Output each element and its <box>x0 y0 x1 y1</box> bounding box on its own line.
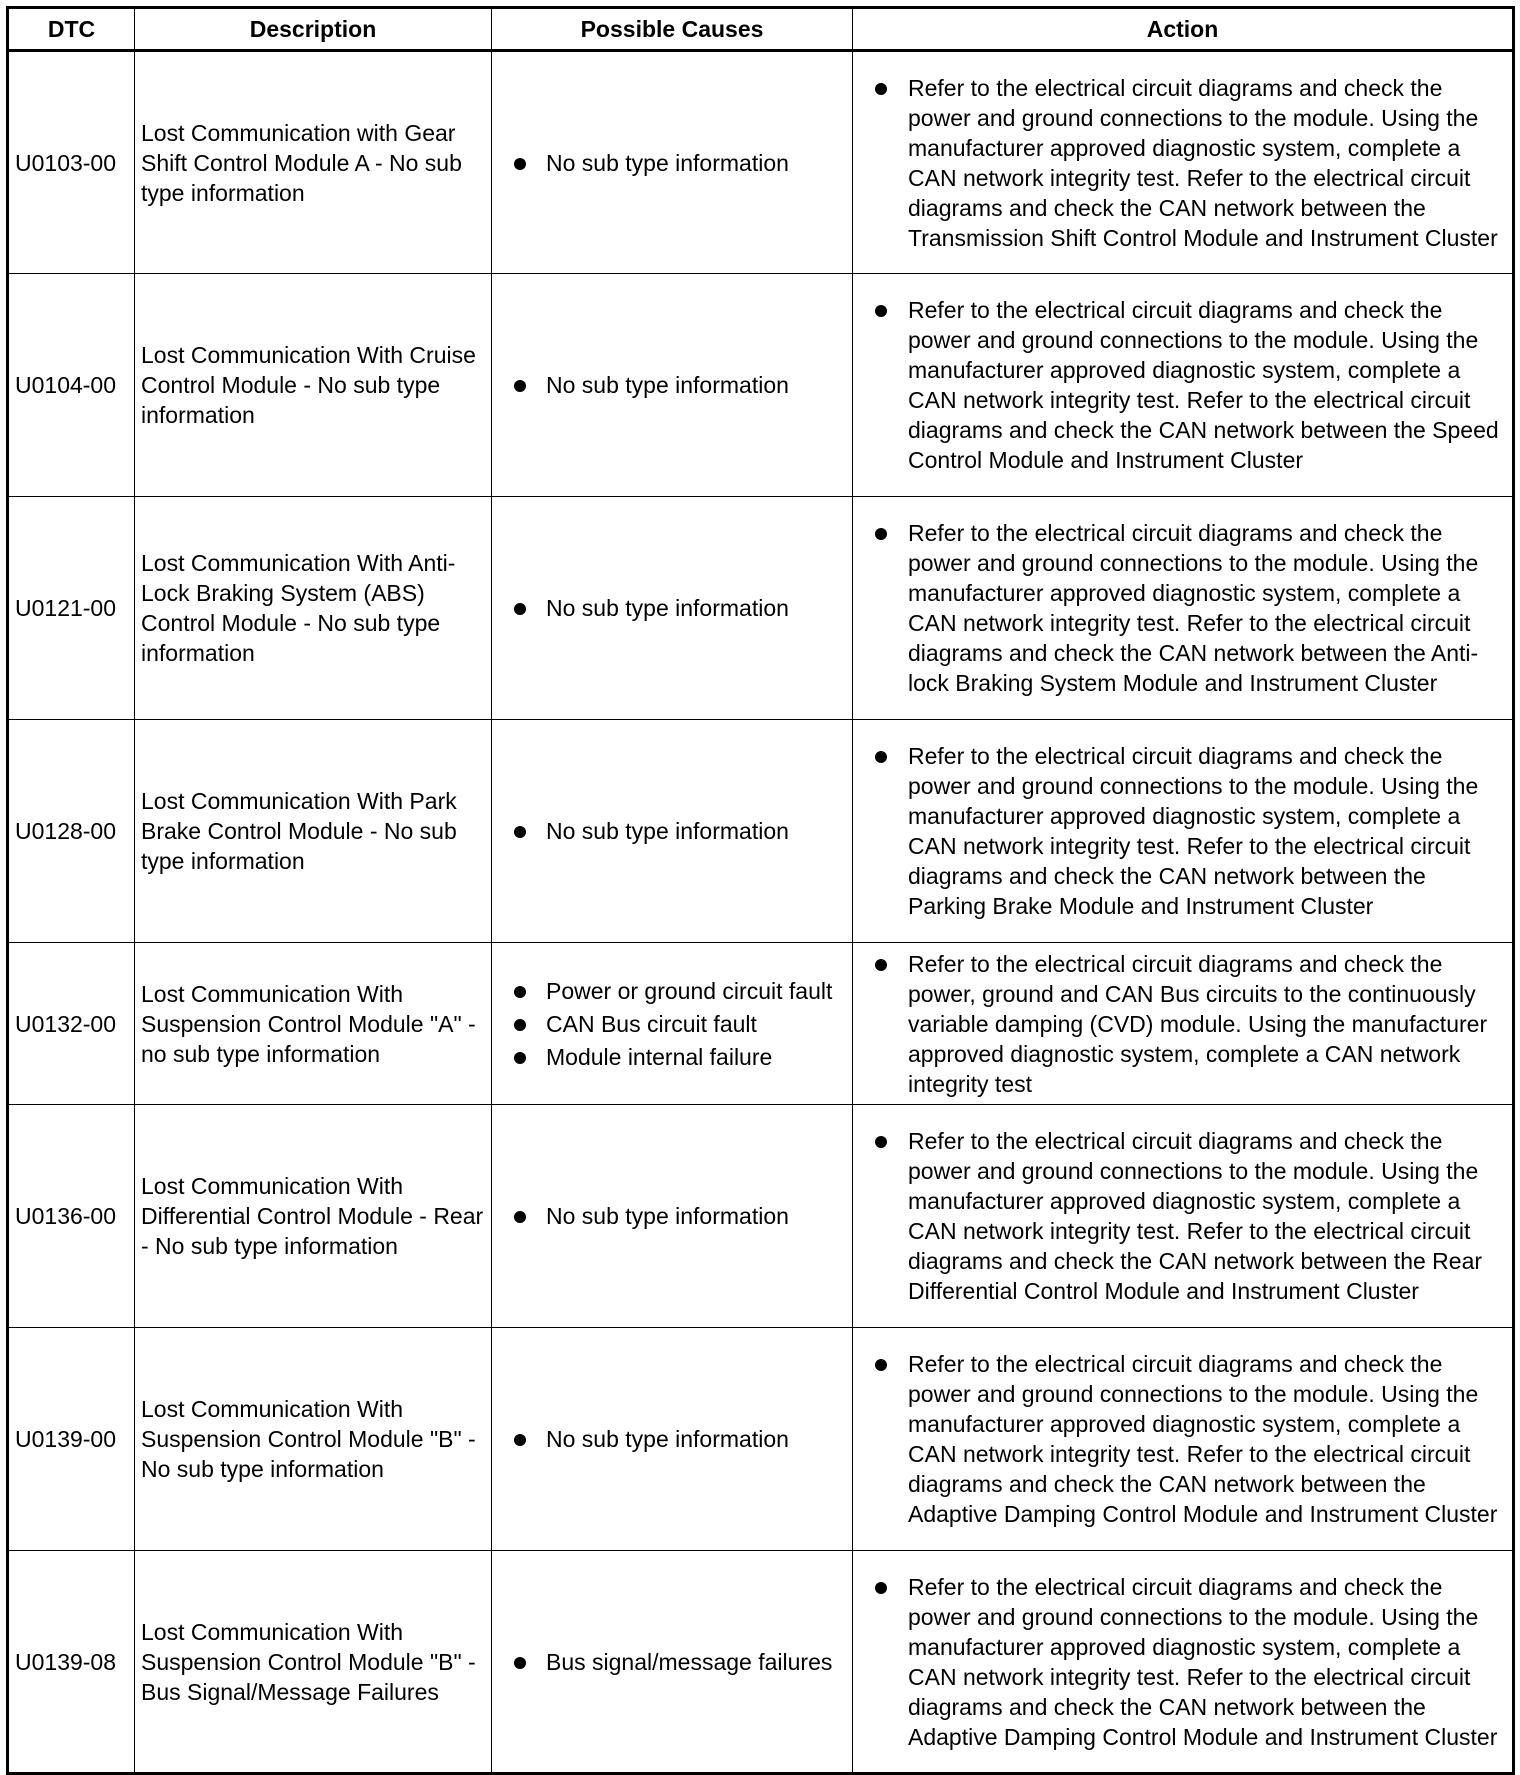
table-row <box>8 51 1514 274</box>
action <box>853 720 1514 943</box>
action-item: Refer to the electrical circuit diagrams and check the power and ground connections to the module. Using the manufacturer approved diagnostic system, complete a CAN network integrity test. Refer to the electrical circuit diagrams and check the CAN network between the Rear Differential Control Module and Instrument Cluster <box>853 1126 1512 1306</box>
possible-causes <box>492 1105 853 1328</box>
table-row <box>8 720 1514 943</box>
cause-item: No sub type information <box>492 370 852 400</box>
cause-item: No sub type information <box>492 816 852 846</box>
dtc-description: Lost Communication With Suspension Control Module "B" - No sub type information <box>135 1328 492 1551</box>
dtc-description: Lost Communication With Differential Control Module - Rear - No sub type information <box>135 1105 492 1328</box>
dtc-description: Lost Communication With Suspension Control Module "B" - Bus Signal/Message Failures <box>135 1551 492 1774</box>
table-row <box>8 1105 1514 1328</box>
cause-item: No sub type information <box>492 1424 852 1454</box>
dtc-code: U0104-00 <box>8 274 135 497</box>
dtc-description: Lost Communication With Park Brake Control Module - No sub type information <box>135 720 492 943</box>
cause-item: No sub type information <box>492 1201 852 1231</box>
action-item: Refer to the electrical circuit diagrams and check the power and ground connections to the module. Using the manufacturer approved diagnostic system, complete a CAN network integrity test. Refer to the electrical circuit diagrams and check the CAN network between the Adaptive Damping Control Module and Instrument Cluster <box>853 1349 1512 1529</box>
table-row <box>8 1328 1514 1551</box>
action <box>853 1551 1514 1774</box>
dtc-code: U0132-00 <box>8 943 135 1105</box>
cause-item: Module internal failure <box>492 1042 852 1072</box>
dtc-code: U0121-00 <box>8 497 135 720</box>
action <box>853 1105 1514 1328</box>
action <box>853 274 1514 497</box>
action <box>853 1328 1514 1551</box>
action-item: Refer to the electrical circuit diagrams and check the power and ground connections to the module. Using the manufacturer approved diagnostic system, complete a CAN network integrity test. Refer to the electrical circuit diagrams and check the CAN network between the Anti-lock Braking System Module and Instrument Cluster <box>853 518 1512 698</box>
dtc-table <box>6 6 1515 1775</box>
possible-causes <box>492 497 853 720</box>
action-item: Refer to the electrical circuit diagrams and check the power and ground connections to the module. Using the manufacturer approved diagnostic system, complete a CAN network integrity test. Refer to the electrical circuit diagrams and check the CAN network between the Adaptive Damping Control Module and Instrument Cluster <box>853 1572 1512 1752</box>
possible-causes <box>492 51 853 274</box>
table-row <box>8 274 1514 497</box>
dtc-code: U0136-00 <box>8 1105 135 1328</box>
action <box>853 51 1514 274</box>
table-row <box>8 1551 1514 1774</box>
table-row <box>8 943 1514 1105</box>
cause-item: CAN Bus circuit fault <box>492 1009 852 1039</box>
table-row <box>8 497 1514 720</box>
action <box>853 943 1514 1105</box>
header-possible-causes: Possible Causes <box>492 8 853 51</box>
action-item: Refer to the electrical circuit diagrams and check the power and ground connections to the module. Using the manufacturer approved diagnostic system, complete a CAN network integrity test. Refer to the electrical circuit diagrams and check the CAN network between the Speed Control Module and Instrument Cluster <box>853 295 1512 475</box>
header-action: Action <box>853 8 1514 51</box>
dtc-description: Lost Communication With Anti-Lock Braking System (ABS) Control Module - No sub type information <box>135 497 492 720</box>
possible-causes <box>492 1328 853 1551</box>
possible-causes <box>492 720 853 943</box>
action-item: Refer to the electrical circuit diagrams and check the power and ground connections to the module. Using the manufacturer approved diagnostic system, complete a CAN network integrity test. Refer to the electrical circuit diagrams and check the CAN network between the Transmission Shift Control Module and Instrument Cluster <box>853 73 1512 253</box>
action-item: Refer to the electrical circuit diagrams and check the power, ground and CAN Bus circuits to the continuously variable damping (CVD) module. Using the manufacturer approved diagnostic system, complete a CAN network integrity test <box>853 949 1512 1099</box>
cause-item: No sub type information <box>492 593 852 623</box>
action <box>853 497 1514 720</box>
header-dtc: DTC <box>8 8 135 51</box>
dtc-description: Lost Communication With Suspension Control Module "A" - no sub type information <box>135 943 492 1105</box>
dtc-description: Lost Communication With Cruise Control Module - No sub type information <box>135 274 492 497</box>
dtc-code: U0139-00 <box>8 1328 135 1551</box>
header-description: Description <box>135 8 492 51</box>
possible-causes <box>492 943 853 1105</box>
dtc-code: U0128-00 <box>8 720 135 943</box>
dtc-code: U0103-00 <box>8 51 135 274</box>
possible-causes <box>492 274 853 497</box>
cause-item: Bus signal/message failures <box>492 1647 852 1677</box>
dtc-code: U0139-08 <box>8 1551 135 1774</box>
cause-item: Power or ground circuit fault <box>492 976 852 1006</box>
cause-item: No sub type information <box>492 148 852 178</box>
dtc-description: Lost Communication with Gear Shift Control Module A - No sub type information <box>135 51 492 274</box>
possible-causes <box>492 1551 853 1774</box>
header-row <box>8 8 1514 51</box>
action-item: Refer to the electrical circuit diagrams and check the power and ground connections to the module. Using the manufacturer approved diagnostic system, complete a CAN network integrity test. Refer to the electrical circuit diagrams and check the CAN network between the Parking Brake Module and Instrument Cluster <box>853 741 1512 921</box>
